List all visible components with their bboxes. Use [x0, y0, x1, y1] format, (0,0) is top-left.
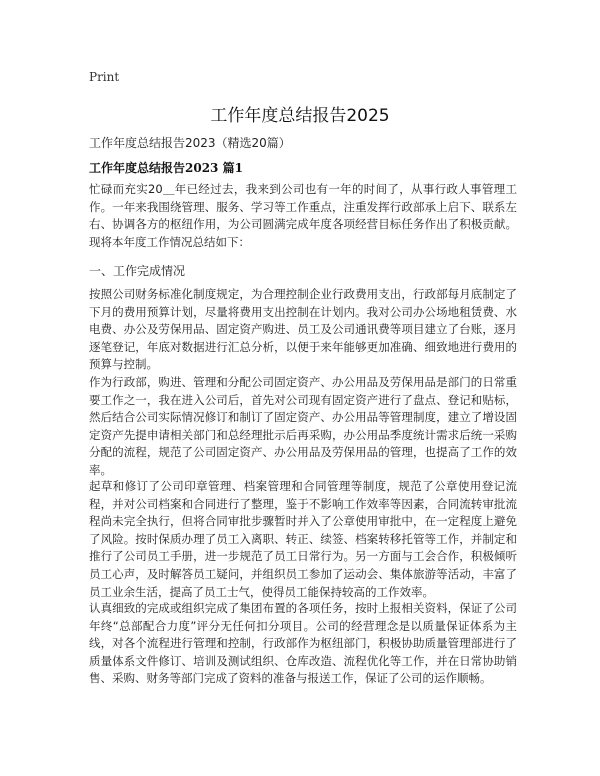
paragraph-management: 起草和修订了公司印章管理、档案管理和合同管理等制度，规范了公章使用登记流程，并对公司档案和合同进行了整理，鉴于不影响工作效率等因素，合同流转审批流程尚未完全执行，但将合同审批步骤暂时并入了公章使用审批中，在一定程度上避免了风险。按时保质办理了员工入离职、转正、续签、档案转移托管等工作，并制定和推行了公司员工手册，进一步规范了员工日常行为。另一方面与工会合作，积极倾听员工心声，及时解答员工疑问，并组织员工参加了运动会、集体旅游等活动，丰富了员工业余生活，提高了员工士气，使得员工能保持较高的工作效率。 — [89, 479, 517, 599]
document-subtitle: 工作年度总结报告2023（精选20篇） — [89, 136, 291, 150]
intro-paragraph: 忙碌而充实20＿年已经过去，我来到公司也有一年的时间了，从事行政人事管理工作。一年来我围绕管理、服务、学习等工作重点，注重发挥行政部承上启下、联系左右、协调各方的枢纽作用，为公司圆满完成年度各项经营目标任务作出了积极贡献。现将本年度工作情况总结如下： — [89, 182, 517, 249]
paragraph-assets: 作为行政部，购进、管理和分配公司固定资产、办公用品及劳保用品是部门的日常重要工作之一，我在进入公司后，首先对公司现有固定资产进行了盘点、登记和贴标，然后结合公司实际情况修订和制订了固定资产、办公用品等管理制度，建立了增设固定资产先提申请相关部门和总经理批示后再采购，办公用品季度统计需求后统一采购分配的流程，规范了公司固定资产、办公用品及劳保用品的管理，也提高了工作的效率。 — [89, 375, 517, 477]
paragraph-tasks: 认真细致的完成或组织完成了集团布置的各项任务，按时上报相关资料，保证了公司年终“总部配合力度”评分无任何扣分项目。公司的经营理念是以质量保证体系为主线，对各个流程进行管理和控制，行政部作为枢纽部门，积极协助质量管理部进行了质量体系文件修订、培训及测试组织、仓库改造、流程优化等工作，并在日常协助销售、采购、财务等部门完成了资料的准备与报送工作，保证了公司的运作顺畅。 — [89, 601, 517, 686]
print-label: Print — [89, 70, 120, 84]
section-heading-work-completion: 一、工作完成情况 — [89, 264, 186, 278]
page-title: 工作年度总结报告2025 — [210, 106, 390, 126]
paragraph-budget: 按照公司财务标准化制度规定，为合理控制企业行政费用支出，行政部每月底制定了下月的费用预算计划，尽量将费用支出控制在计划内。我对公司办公场地租赁费、水电费、办公及劳保用品、固定资产购进、员工及公司通讯费等项目建立了台账，逐月逐笔登记，年底对数据进行汇总分析，以便于来年能够更加准确、细致地进行费用的预算与控制。 — [89, 287, 517, 372]
section-title: 工作年度总结报告2023 篇1 — [89, 161, 243, 175]
